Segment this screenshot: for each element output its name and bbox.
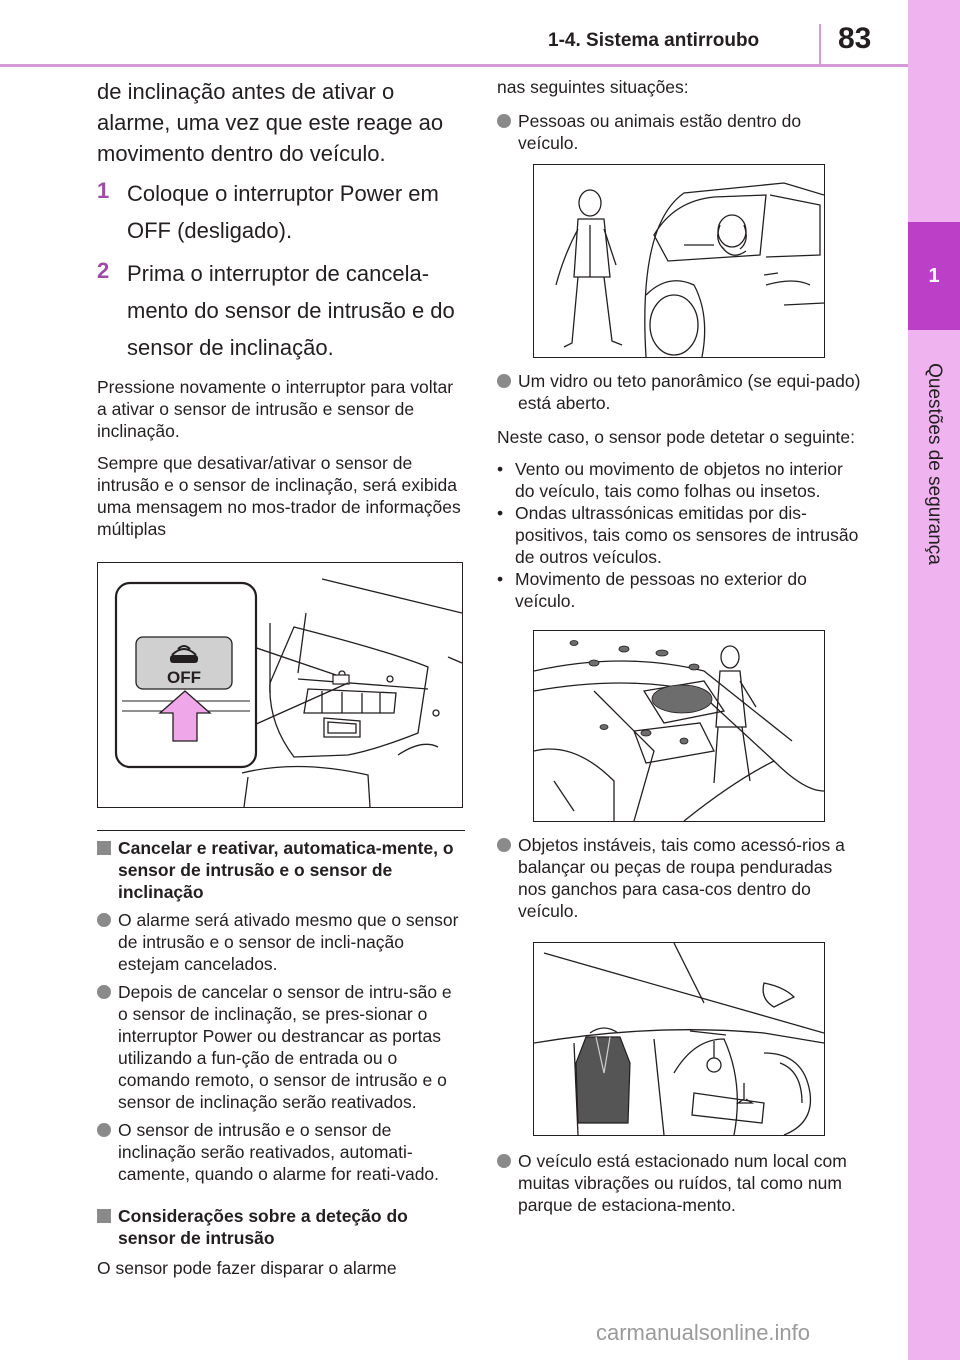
step-text: Prima o interruptor de cancela-mento do sensor de intrusão e do sensor de inclinação. bbox=[127, 261, 455, 360]
dash-text: Movimento de pessoas no exterior do veículo. bbox=[515, 569, 807, 611]
section-heading-text: Cancelar e reativar, automatica-mente, o sensor de intrusão e o sensor de inclinação bbox=[118, 838, 454, 902]
dash-marker: • bbox=[497, 459, 504, 479]
step-2 bbox=[97, 255, 465, 366]
section-title: 1-4. Sistema antirroubo bbox=[548, 30, 760, 51]
bullet-item bbox=[497, 110, 865, 154]
step-number: 1 bbox=[97, 178, 110, 203]
bullet-text: O alarme será ativado mesmo que o sensor de intrusão e o sensor de incli-nação estejam cancelados. bbox=[118, 910, 459, 974]
person-and-dog-illustration bbox=[534, 165, 824, 357]
side-tab bbox=[908, 0, 960, 1360]
chapter-label bbox=[908, 340, 960, 588]
chapter-label-text: Questões de segurança bbox=[924, 363, 945, 565]
figure-open-sunroof bbox=[533, 630, 825, 822]
bullet-dot-icon bbox=[497, 374, 511, 388]
figure-hanging-clothes bbox=[533, 942, 825, 1136]
step-number: 2 bbox=[97, 258, 110, 283]
paragraph: nas seguintes situações: bbox=[497, 77, 689, 97]
watermark: carmanualsonline.info bbox=[596, 1320, 811, 1345]
header-rule bbox=[0, 64, 908, 67]
bullet-item bbox=[497, 1150, 865, 1216]
dash-text: Ondas ultrassónicas emitidas por dis-positivos, tais como os sensores de intrusão de outros veículos. bbox=[515, 503, 859, 567]
section-heading bbox=[97, 837, 465, 903]
section-heading bbox=[97, 1205, 465, 1249]
bullet-dot-icon bbox=[97, 985, 111, 999]
paragraph: O sensor pode fazer disparar o alarme bbox=[97, 1258, 397, 1278]
dash-marker: • bbox=[497, 503, 504, 523]
bullet-text: O sensor de intrusão e o sensor de inclinação serão reativados, automati-camente, quando o alarme for reati-vado. bbox=[118, 1120, 440, 1184]
bullet-item bbox=[497, 834, 865, 922]
figure-overhead-console bbox=[97, 562, 463, 808]
bullet-item bbox=[497, 370, 865, 414]
section-heading-text: Considerações sobre a deteção do sensor de intrusão bbox=[118, 1206, 408, 1248]
chapter-number[interactable]: 1 bbox=[908, 222, 960, 330]
overhead-console-illustration bbox=[98, 563, 462, 807]
dash-item bbox=[497, 458, 865, 502]
paragraph: Pressione novamente o interruptor para voltar a ativar o sensor de intrusão e sensor de inclinação. bbox=[97, 377, 454, 441]
dash-item bbox=[497, 568, 865, 612]
figure-person-and-dog bbox=[533, 164, 825, 358]
bullet-item bbox=[97, 909, 465, 975]
bullet-dot-icon bbox=[497, 114, 511, 128]
hanging-clothes-illustration bbox=[534, 943, 824, 1135]
bullet-text: O veículo está estacionado num local com muitas vibrações ou ruídos, tal como num parque de estaciona-mento. bbox=[518, 1151, 847, 1215]
header-divider bbox=[819, 24, 821, 64]
bullet-item bbox=[97, 1119, 465, 1185]
bullet-item bbox=[97, 981, 465, 1113]
dash-text: Vento ou movimento de objetos no interior do veículo, tais como folhas ou insetos. bbox=[515, 459, 843, 501]
dash-item bbox=[497, 502, 865, 568]
bullet-dot-icon bbox=[97, 913, 111, 927]
square-bullet-icon bbox=[97, 1209, 111, 1223]
right-column bbox=[497, 76, 865, 1216]
left-column bbox=[97, 76, 465, 1279]
open-sunroof-illustration bbox=[534, 631, 824, 821]
intro-text: de inclinação antes de ativar o alarme, uma vez que este reage ao movimento dentro do veículo. bbox=[97, 79, 444, 166]
bullet-text: Um vidro ou teto panorâmico (se equi-pado) está aberto. bbox=[518, 371, 861, 413]
paragraph: Sempre que desativar/ativar o sensor de intrusão e o sensor de inclinação, será exibida uma mensagem no mos-trador de informações múltiplas bbox=[97, 453, 461, 539]
bullet-dot-icon bbox=[497, 838, 511, 852]
page-number: 83 bbox=[838, 22, 872, 55]
bullet-text: Depois de cancelar o sensor de intru-são e o sensor de inclinação, se pres-sionar o interruptor Power ou destrancar as portas utilizando a fun-ção de entrada ou o comando remoto, o sensor de intrusão e o sensor de inclinação serão reativados. bbox=[118, 982, 452, 1112]
bullet-dot-icon bbox=[497, 1154, 511, 1168]
square-bullet-icon bbox=[97, 841, 111, 855]
step-text: Coloque o interruptor Power em OFF (desligado). bbox=[127, 181, 439, 243]
off-button-label: OFF bbox=[167, 668, 201, 687]
bullet-text: Objetos instáveis, tais como acessó-rios a balançar ou peças de roupa penduradas nos ganchos para casa-cos dentro do veículo. bbox=[518, 835, 845, 921]
bullet-dot-icon bbox=[97, 1123, 111, 1137]
dash-marker: • bbox=[497, 569, 504, 589]
paragraph: Neste caso, o sensor pode detetar o seguinte: bbox=[497, 427, 856, 447]
step-1 bbox=[97, 175, 465, 249]
bullet-text: Pessoas ou animais estão dentro do veículo. bbox=[518, 111, 802, 153]
